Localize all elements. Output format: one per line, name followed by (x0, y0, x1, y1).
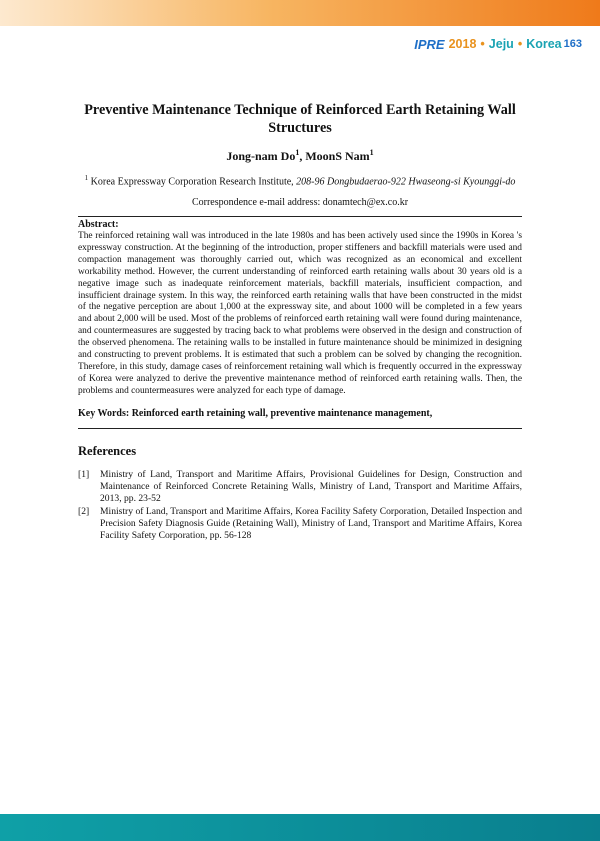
author-affiliation-mark: 1 (295, 148, 300, 157)
separator-dot: • (517, 37, 523, 51)
reference-item (78, 506, 522, 541)
author-affiliation-mark: 1 (369, 148, 374, 157)
separator-dot: • (480, 37, 485, 51)
bottom-decorative-bar (0, 814, 600, 841)
page-number: 163 (563, 38, 582, 50)
author-name: MoonS Nam (305, 149, 370, 163)
references-heading: References (78, 444, 137, 458)
abstract-heading: Abstract: (78, 219, 119, 230)
conference-badge (414, 35, 582, 53)
correspondence-email: Correspondence e-mail address: donamtech@ex.co.kr (191, 197, 409, 208)
affiliation-address: 208-96 Dongbudaerao-922 Hwaseong-si Kyounggi-do (296, 176, 516, 188)
reference-text: Ministry of Land, Transport and Maritime Affairs, Provisional Guidelines for Design, Construction and Maintenance of Reinforced Concrete Retaining Walls, Ministry of Land, Transport and Maritime Affairs, 2013, pp. 23-52 (100, 469, 522, 504)
reference-number: [1] (78, 469, 90, 480)
conference-country: Korea (526, 37, 562, 51)
reference-number: [2] (78, 506, 90, 517)
affiliation-mark: 1 (84, 174, 89, 182)
conference-city: Jeju (488, 37, 514, 51)
reference-text: Ministry of Land, Transport and Maritime Affairs, Korea Facility Safety Corporation, Detailed Inspection and Precision Safety Diagnosis Guide (Retaining Wall), Ministry of Land, Transport and Maritime Affairs, Korea Facility Safety Corporation, pp. 56-128 (100, 506, 522, 541)
author-separator: , (299, 149, 306, 163)
keywords: Key Words: Reinforced earth retaining wall, preventive maintenance management, (78, 408, 433, 419)
author-list (60, 148, 540, 164)
conference-year: 2018 (448, 37, 477, 51)
paper-title: Preventive Maintenance Technique of Reinforced Earth Retaining Wall Structures (84, 102, 516, 136)
top-decorative-bar (0, 0, 600, 26)
divider-bottom (78, 428, 522, 429)
conference-logo: IPRE (414, 36, 445, 52)
divider-top (78, 216, 522, 217)
affiliation-org: Korea Expressway Corporation Research Institute, (90, 176, 297, 188)
affiliation (60, 174, 540, 187)
reference-item (78, 469, 522, 504)
abstract-text: The reinforced retaining wall was introduced in the late 1980s and has been actively used since the 1990s in Korea 's expressway construction. At the beginning of the introduction, proper stiffeners and backfill materials were used and compaction management was thoroughly carried out, which was recognized as an economical and excellent workability method. However, the current understanding of reinforced earth retaining walls about 30 years old is a negative image such as inadequate reinforcement materials, backfill materials, insufficient compaction, and insufficient drainage system. In this way, the reinforced earth retaining walls that have been constructed in the midst of the negative perception are about 1,000 at the expressway site, and about 1000 will be completed in a few years and about 2,000 will be used. Most of the problems of reinforced earth retaining wall were found during maintenance, and countermeasures are suggested by tracing back to what problems were observed in the design and construction of the observed phenomena. The retaining walls to be installed in future maintenance should be minimized in designing and constructing to prevent problems. It is estimated that such a problem can be solved by changing the recognition. Therefore, in this study, damage cases of reinforcement retaining wall which is frequently occurred in the expressway of Korea were analyzed to derive the preventive maintenance method of reinforced earth retaining walls. Then, the problems and countermeasures were analyzed for each type of damage. (78, 231, 522, 396)
author-name: Jong-nam Do (226, 149, 296, 163)
